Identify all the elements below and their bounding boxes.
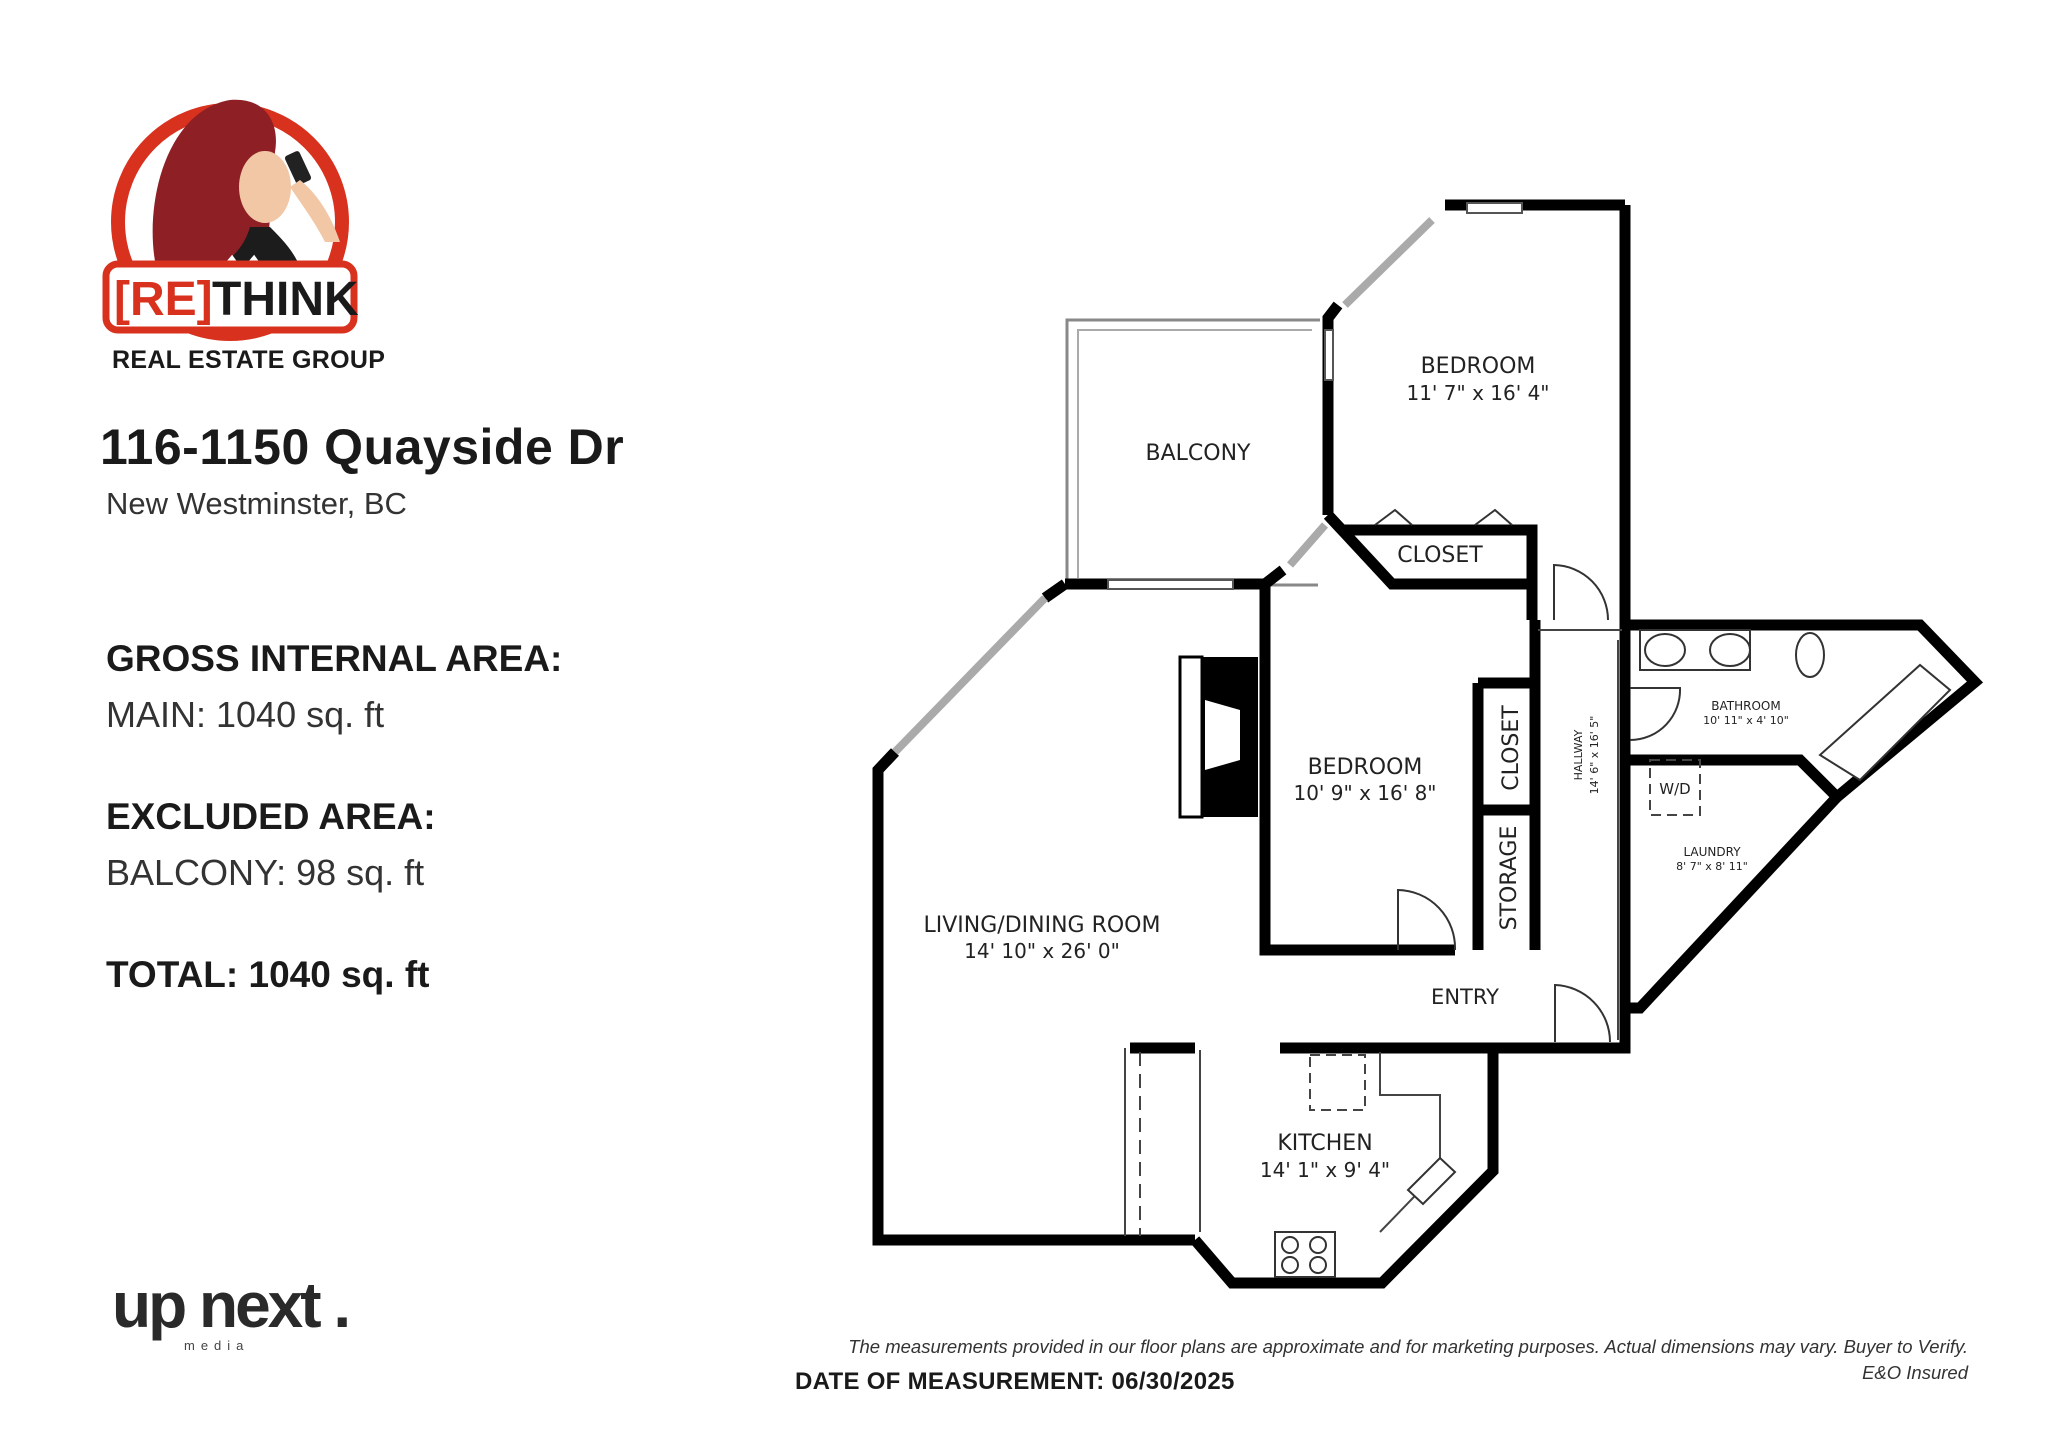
room-hallway-name: HALLWAY: [1572, 729, 1585, 781]
total-area: TOTAL: 1040 sq. ft: [106, 954, 430, 995]
measurement-date: DATE OF MEASUREMENT: 06/30/2025: [795, 1368, 1235, 1395]
room-closet-2-name: CLOSET: [1499, 705, 1524, 791]
logo-text-think: THINK: [212, 273, 359, 326]
room-bathroom-dim: 10' 11" x 4' 10": [1703, 714, 1789, 727]
room-kitchen-dim: 14' 1" x 9' 4": [1259, 1158, 1391, 1182]
room-bedroom-2-name: BEDROOM: [1307, 755, 1423, 780]
disclaimer: The measurements provided in our floor plans are approximate and for marketing purposes. Actual dimensions may vary. Buyer to Verify.: [848, 1336, 1968, 1357]
property-city: New Westminster, BC: [106, 486, 407, 521]
gross-area-value: MAIN: 1040 sq. ft: [106, 694, 385, 735]
room-kitchen-name: KITCHEN: [1277, 1131, 1373, 1156]
room-bedroom-1-dim: 11' 7" x 16' 4": [1406, 381, 1550, 405]
upnext-media-sub: media: [184, 1338, 250, 1353]
room-closet-1-name: CLOSET: [1397, 543, 1483, 568]
gross-area-heading: GROSS INTERNAL AREA:: [106, 638, 563, 679]
room-balcony-name: BALCONY: [1145, 441, 1251, 466]
room-bedroom-1-name: BEDROOM: [1420, 354, 1536, 379]
room-living-dim: 14' 10" x 26' 0": [964, 939, 1120, 963]
insured-note: E&O Insured: [1862, 1362, 1968, 1383]
brand-subtitle: REAL ESTATE GROUP: [112, 346, 386, 374]
room-entry-name: ENTRY: [1431, 985, 1499, 1009]
room-living-name: LIVING/DINING ROOM: [923, 913, 1161, 938]
upnext-media-logo: up next .: [112, 1269, 349, 1341]
room-storage-name: STORAGE: [1497, 825, 1522, 931]
room-bedroom-2-dim: 10' 9" x 16' 8": [1293, 781, 1437, 805]
room-laundry-dim: 8' 7" x 8' 11": [1676, 860, 1748, 873]
washer-dryer-label: W/D: [1659, 780, 1691, 798]
property-address: 116-1150 Quayside Dr: [100, 419, 625, 475]
excluded-area-value: BALCONY: 98 sq. ft: [106, 852, 425, 893]
room-laundry-name: LAUNDRY: [1683, 845, 1741, 859]
room-hallway-dim: 14' 6" x 16' 5": [1588, 715, 1601, 795]
room-bathroom-name: BATHROOM: [1711, 699, 1781, 713]
logo-text-re: [RE]: [114, 273, 213, 326]
excluded-area-heading: EXCLUDED AREA:: [106, 796, 436, 837]
